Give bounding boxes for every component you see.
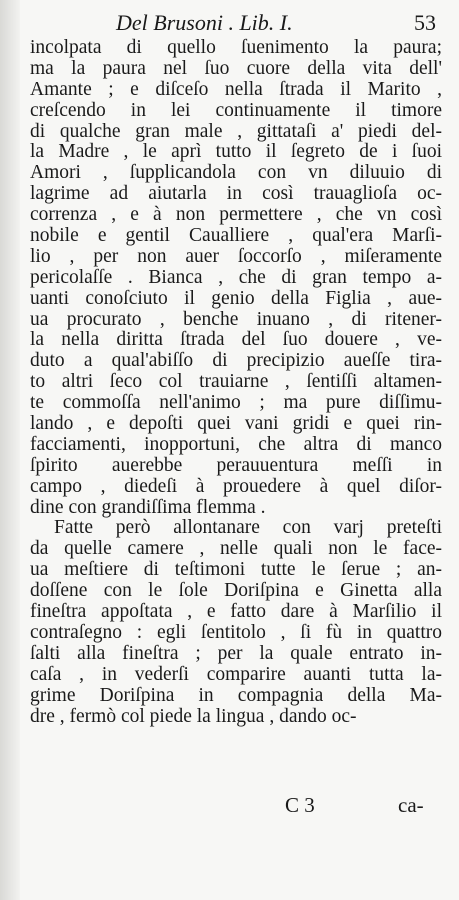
text-line: contraſegno : egli ſentitolo , ſi fù in quattro — [30, 622, 442, 643]
text-line: Fatte però allontanare con varj preteſti — [54, 518, 442, 539]
running-head: Del Brusoni . Lib. I. — [116, 10, 293, 35]
text-line: lagrime ad aiutarla in così trauaglioſa oc- — [30, 184, 442, 205]
text-line: Amori , ſupplicandola con vn diluuio di — [30, 163, 442, 184]
text-line: pericolaſſe . Bianca , che di gran tempo a- — [30, 267, 442, 288]
text-line: la Madre , le aprì tutto il ſegreto de i ſuoi — [30, 142, 442, 163]
text-line: ſalti alla fineſtra ; per la quale entrato in- — [30, 643, 442, 664]
text-line: ſpirito auerebbe perauuentura meſſi in — [30, 455, 442, 476]
text-line: campo , diedeſi à prouedere à quel diſor- — [30, 476, 442, 497]
text-line: grime Doriſpina in compagnia della Ma- — [30, 685, 442, 706]
signature-mark: C 3 — [285, 793, 315, 817]
body-text — [30, 38, 442, 727]
text-line: caſa , in vederſi comparire auanti tutta la- — [30, 664, 442, 685]
text-line: incolpata di quello ſuenimento la paura; — [30, 38, 442, 58]
text-line: la nella diritta ſtrada del ſuo douere , ve- — [30, 330, 442, 351]
text-line: to altri ſeco col trauiarne , ſentiſſi altamen- — [30, 372, 442, 393]
page-header — [116, 10, 436, 40]
text-line: fineſtra appoſtata , e fatto dare à Marſilio il — [30, 602, 442, 623]
text-line: duto a qual'abiſſo di precipizio aueſſe tira- — [30, 351, 442, 372]
page-gutter — [0, 0, 20, 900]
text-line: uanti conoſciuto il genio della Figlia , aue- — [30, 288, 442, 309]
text-line: da quelle camere , nelle quali non le face- — [30, 539, 442, 560]
text-line: ma la paura nel ſuo cuore della vita dell' — [30, 58, 442, 79]
text-line: nobile e gentil Caualliere , qual'era Marſi- — [30, 226, 442, 247]
text-line: lio , per non auer ſoccorſo , miſeramente — [30, 246, 442, 267]
catchword: ca- — [398, 793, 424, 817]
text-line: dre , fermò col piede la lingua , dando oc- — [30, 706, 357, 727]
text-line: facciamenti, inopportuni, che altra di manco — [30, 434, 442, 455]
text-line: te commoſſa nell'animo ; ma pure diſſimu- — [30, 393, 442, 414]
text-line: ua procurato , benche inuano , di ritener- — [30, 309, 442, 330]
text-line: doſſene con le ſole Doriſpina e Ginetta alla — [30, 581, 442, 602]
text-line: ua meſtiere di teſtimoni tutte le ſerue ; an- — [30, 560, 442, 581]
text-line: creſcendo in lei continuamente il timore — [30, 100, 442, 121]
text-line: di qualche gran male , gittataſi a' piedi del- — [30, 121, 442, 142]
text-line: correnza , e à non permettere , che vn così — [30, 205, 442, 226]
page-footer — [0, 793, 459, 821]
text-line: dine con grandiſſima flemma . — [30, 497, 266, 518]
text-line: Amante ; e diſceſo nella ſtrada il Marito , — [30, 79, 442, 100]
text-line: lando , e depoſti quei vani gridi e quei rin- — [30, 414, 442, 435]
page-number: 53 — [414, 10, 436, 35]
